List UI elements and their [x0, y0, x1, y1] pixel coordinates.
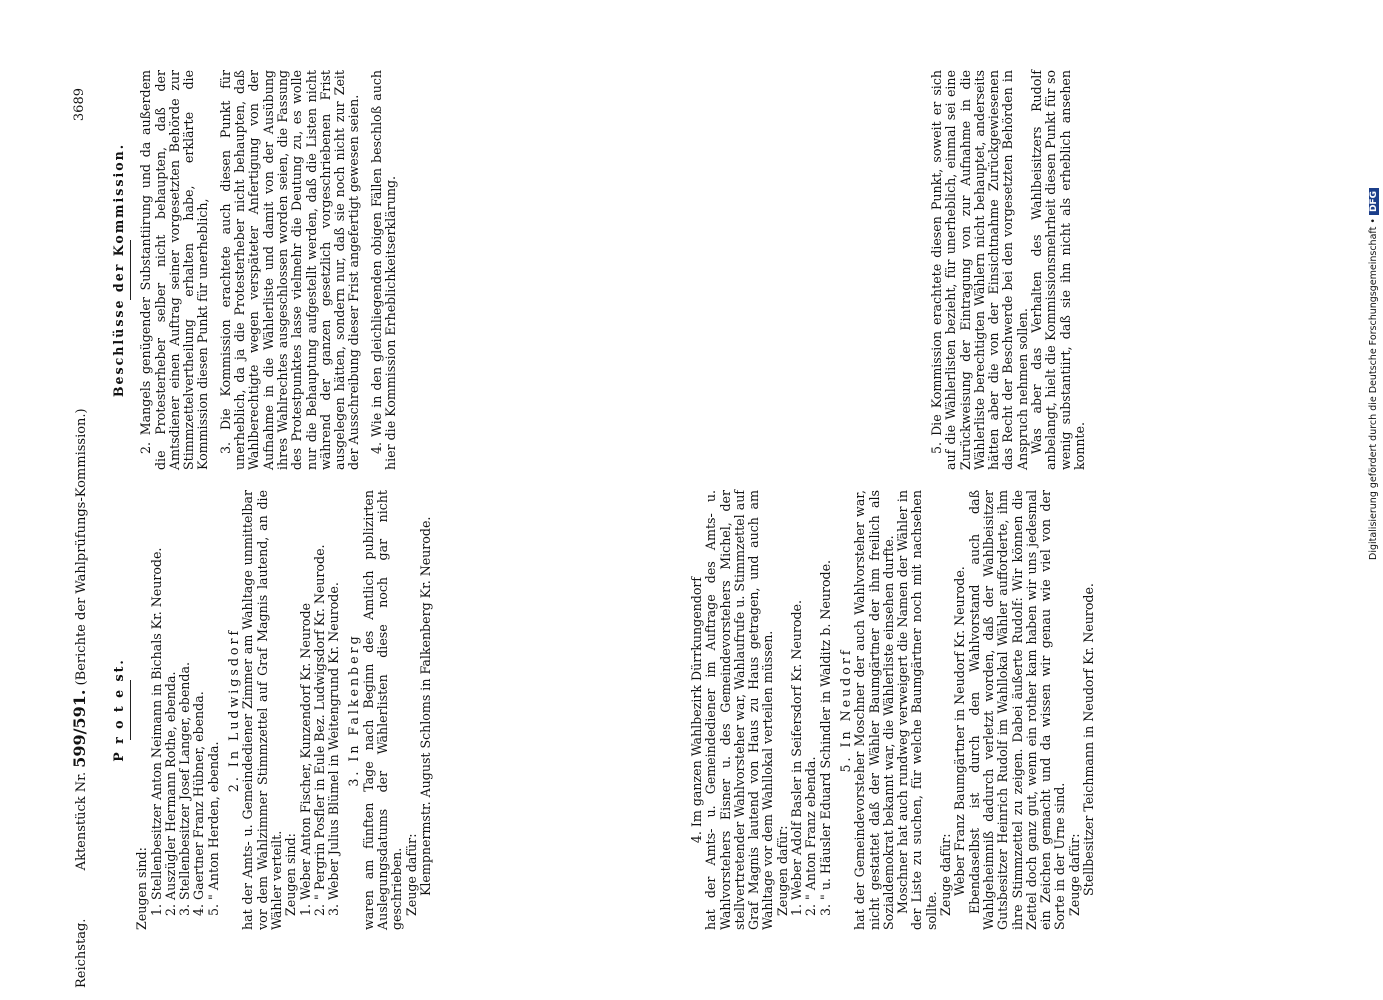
section-5-text-1: hat der Gemeindevorsteher Moschner der auch Wahlvorsteher war, nicht gestattet daß der Wähler Baumgärtner der ihm freilich als Sozialdemokrat bekannt war, die Wählerliste einsehen durfte.: [852, 490, 896, 930]
section-2-witness-intro: Zeugen sind:: [283, 833, 299, 916]
section-4-text: hat der Amts- u. Gemeindediener im Auftrage des Amts- u. Wahlvorstehers Eisner u. des Gemeindevorstehers Michel, der stellvertretender Wahlvorsteher war, Wahlaufrufe u. Stimmzettel auf Graf Magnis lautend von Haus zu Haus getragen, und auch am Wahltage vor dem Wahllokal verteilen müssen.: [703, 490, 776, 930]
section-3-witness-intro: Zeuge dafür:: [403, 833, 419, 916]
witness-line: 3. " u. Häusler Eduard Schindler in Walditz b. Neurode.: [817, 559, 833, 916]
witness-line: 3. Stellenbesitzer Josef Langer, ebenda.: [177, 662, 193, 916]
witnesses-intro: Zeugen sind:: [134, 847, 150, 930]
witness-line: 3. Weber Julius Blümel in Weitengrund Kr. Neurode.: [326, 582, 342, 916]
header-left: Reichstag.: [74, 918, 89, 988]
digitization-note: [1368, 0, 1379, 560]
section-2-title: 2. In Ludwigsdorf: [226, 627, 242, 793]
resolutions-title: Beschlüsse der Kommission.: [111, 142, 126, 398]
protest-column-b: [690, 490, 1096, 930]
resolution-4: 4. Wie in den gleichliegenden obigen Fällen beschloß auch hier die Kommission Erheblichkeitserklärung.: [368, 70, 399, 470]
protest-title: P r o t e st.: [111, 658, 126, 762]
witness-line: 2. Auszügler Hermann Rothe, ebenda.: [162, 671, 178, 916]
witness-line: 5. " Anton Herden, ebenda.: [205, 741, 221, 916]
section-5-witness-intro-2: Zeuge dafür:: [1066, 833, 1082, 916]
header-mid-suffix: (Berichte der Wahlprüfungs-Kommission.): [74, 408, 89, 686]
dfg-logo: DFG: [1369, 188, 1379, 215]
witness-line: 1. Weber Anton Fischer, Kunzendorf Kr. Neurode: [297, 602, 313, 916]
section-5-text-3: Ebendaselbst ist durch den Wahlvorstand auch daß Wahlgeheimniß dadurch verletzt worden, daß der Wahlbeisitzer Gutsbesitzer Heinrich Rudolf im Wahllokal Wähler aufforderte, ihm ihre Stimmzettel zu zeigen. Dabei äußerte Rudolf: Wir können die Zettel doch ganz gut, wenn ein rother kam haben wir uns jedesmal ein Zeichen gemacht und da wissen wir genau wie viel von der Sorte in der Urne sind.: [966, 490, 1068, 930]
section-5-witness-intro: Zeuge dafür:: [938, 833, 954, 916]
witness-line: 2. " Anton Franz ebenda.: [803, 756, 819, 916]
header-mid-prefix: Aktenstück Nr.: [74, 771, 89, 871]
section-5-witness: Weber Franz Baumgärtner in Neudorf Kr. Neurode.: [952, 566, 968, 896]
section-3-witness: Klempnermstr. August Schloms in Falkenberg Kr. Neurode.: [417, 516, 433, 896]
witness-line: 1. Weber Adolf Basler in Seifersdorf Kr. Neurode.: [789, 599, 805, 916]
section-3-text: waren am fünften Tage nach Beginn des Amtlich publizirten Auslegungsdatums der Wählerlisten diese noch gar nicht geschrieben.: [360, 490, 405, 930]
header-number: 599/591.: [70, 689, 89, 768]
protest-column-a: [112, 490, 433, 930]
section-5-witness-2: Stellbesitzer Teichmann in Neudorf Kr. Neurode.: [1081, 583, 1097, 896]
section-5-text-2: Moschner hat auch rundweg verweigert die Namen der Wähler in der Liste zu suchen, für welche Baumgärtner noch mit nachsehen sollte.: [895, 490, 939, 930]
digitization-text: Digitalisierung gefördert durch die Deutsche Forschungsgemeinschaft •: [1368, 218, 1379, 560]
resolution-3: 3. Die Kommission erachtete auch diesen Punkt für unerheblich, da ja die Protesterheber nicht behaupten, daß Wahlberechtigte wegen verspäteter Anfertigung von der Aufnahme in die Wählerliste und damit von der Ausübung ihres Wahlrechtes ausgeschlossen worden seien, die Fassung des Protestpunktes lasse vielmehr die Deutung zu, es wolle nur die Behauptung aufgestellt werden, daß die Listen nicht während der ganzen gesetzlich vorgeschriebenen Frist ausgelegen hätten, sondern nur, daß sie noch nicht zur Zeit der Ausschreibung dieser Frist angefertigt gewesen seien.: [217, 70, 362, 470]
resolution-5: 5. Die Kommission erachtete diesen Punkt, soweit er sich auf die Wählerlisten bezieht, für unerheblich, einmal sei eine Zurückweisung der Eintragung von zur Aufnahme in die Wählerliste berechtigten Wählern nicht behauptet, anderseits hätten aber die von der Einsichtnahme Zurückgewiesenen das Recht der Beschwerde bei den vorgesetzten Behörden in Anspruch nehmen sollen.: [929, 70, 1030, 470]
section-5-title: 5. In Neudorf: [837, 647, 853, 773]
witness-line: 1. Stellenbesitzer Anton Neimann in Bichals Kr. Neurode.: [148, 547, 164, 916]
witness-line: 4. Gaertner Franz Hübner, ebenda.: [191, 691, 207, 916]
resolutions-rule: [130, 240, 131, 300]
resolutions-column-a: [112, 70, 398, 470]
header-page: 3689: [72, 88, 87, 122]
section-4-witness-intro: Zeugen dafür:: [774, 825, 790, 916]
resolution-2: 2. Mangels genügender Substantiirung und da außerdem die Protesterheber selber nicht behaupten, daß der Amtsdiener einen Auftrag seiner vorgesetzten Behörde zur Stimmzettelvertheilung erhalten habe, erklärte die Kommission diesen Punkt für unerheblich,: [138, 70, 211, 470]
section-3-title: 3. In Falkenberg: [346, 633, 362, 787]
page-header: [72, 88, 90, 988]
witness-line: 2. " Pergrin Posfler in Eule Bez. Ludwigsdorf Kr. Neurode.: [311, 544, 327, 916]
resolution-6: Was aber das Verhalten des Wahlbeisitzers Rudolf anbelangt, hielt die Kommissionsmehrheit diesen Punkt für so wenig substantiirt, daß sie ihn nicht als erheblich ansehen konnte.: [1029, 70, 1087, 470]
section-2-text: hat der Amts- u. Gemeindediener Zimmer am Wahltage unmittelbar vor dem Wahlzimmer Stimmzettel auf Graf Magnis lautend, an die Wähler verteilt.: [240, 490, 284, 930]
resolutions-column-b: [930, 70, 1087, 470]
title-rule: [130, 680, 131, 740]
section-4-title: 4. Im ganzen Wahlbezirk Dürrkungendorf: [689, 576, 704, 844]
